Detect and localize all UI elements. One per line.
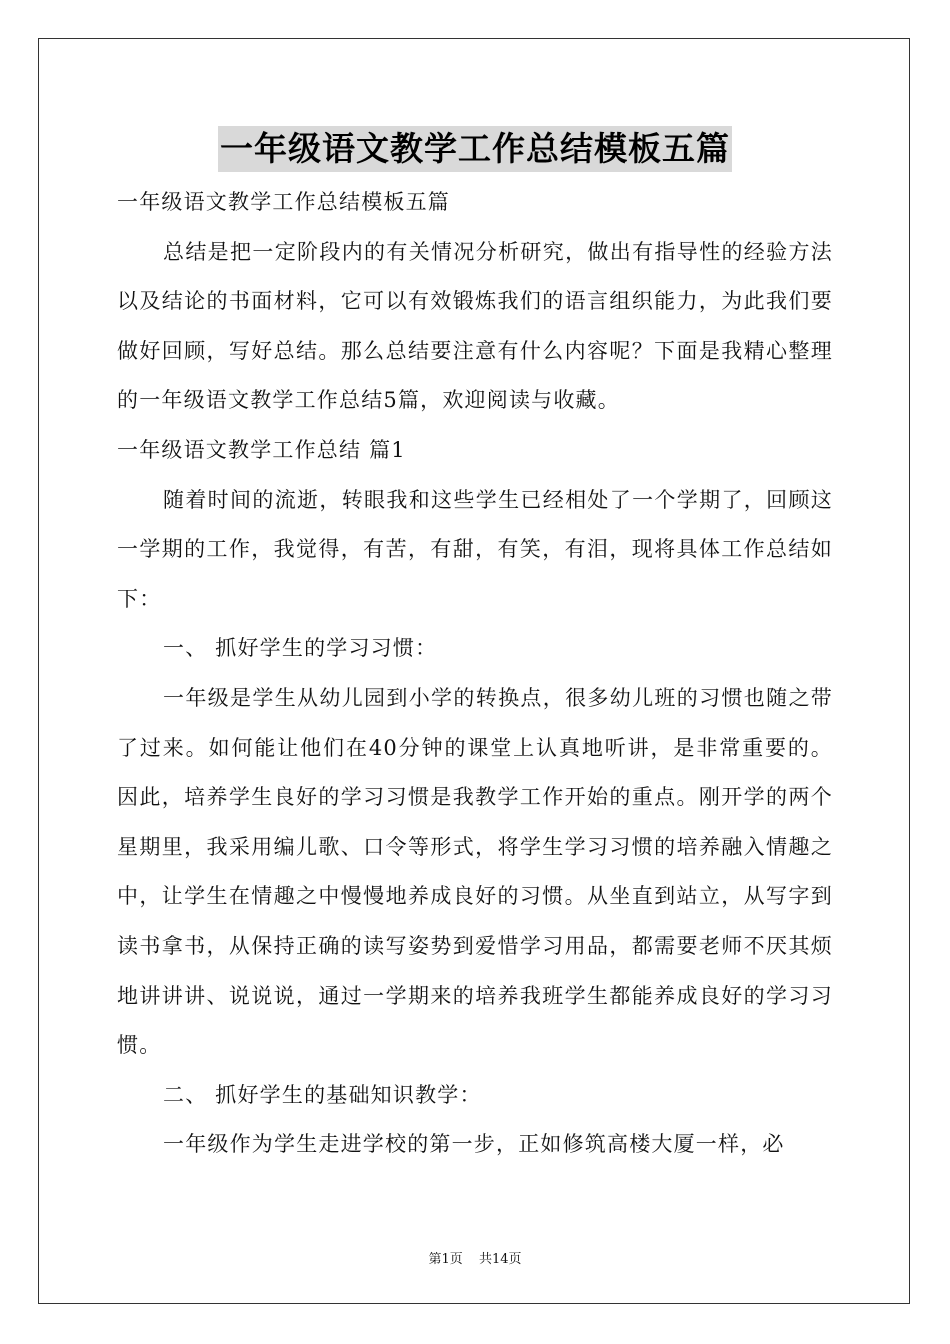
point-heading: 二、 抓好学生的基础知识教学： — [163, 1082, 482, 1107]
point-heading: 一、 抓好学生的学习习惯： — [163, 636, 438, 661]
document-body — [117, 178, 833, 1170]
page-footer — [0, 1248, 950, 1267]
page-total: 共14页 — [478, 1252, 522, 1267]
document-title: 一年级语文教学工作总结模板五篇 — [218, 126, 732, 172]
point-paragraph: 一年级是学生从幼儿园到小学的转换点，很多幼儿班的习惯也随之带了过来。如何能让他们在40分钟的课堂上认真地听讲，是非常重要的。因此，培养学生良好的学习习惯是我教学工作开始的重点。刚开学的两个星期里，我采用编儿歌、口令等形式，将学生学习习惯的培养融入情趣之中，让学生在情趣之中慢慢地养成良好的习惯。从坐直到站立，从写字到读书拿书，从保持正确的读写姿势到爱惜学习用品，都需要老师不厌其烦地讲讲讲、说说说，通过一学期来的培养我班学生都能养成良好的学习习惯。 — [117, 685, 833, 1058]
section-paragraph: 随着时间的流逝，转眼我和这些学生已经相处了一个学期了，回顾这一学期的工作，我觉得，有苦，有甜，有笑，有泪，现将具体工作总结如下： — [117, 487, 833, 611]
page-number: 第1页 — [428, 1252, 463, 1267]
point-paragraph: 一年级作为学生走进学校的第一步，正如修筑高楼大厦一样，必 — [163, 1132, 785, 1157]
intro-paragraph: 总结是把一定阶段内的有关情况分析研究，做出有指导性的经验方法以及结论的书面材料，它可以有效锻炼我们的语言组织能力，为此我们要做好回顾，写好总结。那么总结要注意有什么内容呢？下面是我精心整理的一年级语文教学工作总结5篇，欢迎阅读与收藏。 — [117, 239, 833, 413]
document-subtitle: 一年级语文教学工作总结模板五篇 — [117, 190, 450, 214]
title-container — [0, 126, 950, 172]
section-heading: 一年级语文教学工作总结 篇1 — [117, 437, 406, 462]
